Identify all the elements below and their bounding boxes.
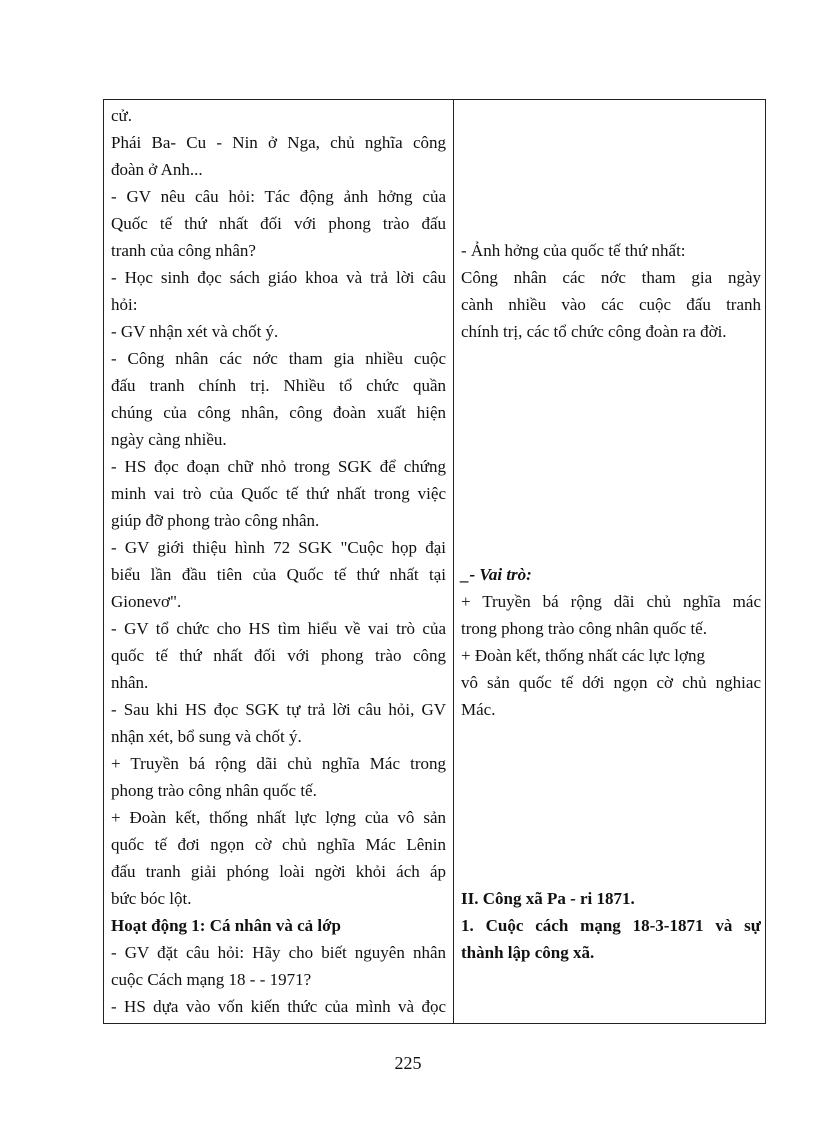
text-line: + Đoàn kết, thống nhất các lực lợng xyxy=(461,646,706,665)
text-line: bức bóc lột. xyxy=(111,889,192,908)
activity-heading: Hoạt động 1: Cá nhân và cả lớp xyxy=(111,916,341,935)
text-line: + Đoàn kết, thống nhất lực lợng của vô sản xyxy=(111,808,446,827)
text-line: - Công nhân các nớc tham gia nhiều cuộc xyxy=(111,349,446,368)
text-line: vô sản quốc tế dới ngọn cờ chủ nghiac xyxy=(461,673,761,692)
text-line: - HS dựa vào vốn kiến thức của mình và đọc xyxy=(111,997,446,1016)
text-line: + Truyền bá rộng dãi chủ nghĩa mác xyxy=(461,592,761,611)
text-line: - GV đặt câu hỏi: Hãy cho biết nguyên nhân xyxy=(111,943,446,962)
subsection-title: 1. Cuộc cách mạng 18-3-1871 và sự xyxy=(461,916,761,935)
text-line: minh vai trò của Quốc tế thứ nhất trong việc xyxy=(111,484,446,503)
text-line: hỏi: xyxy=(111,295,138,314)
text-line: Quốc tế thứ nhất đối với phong trào đấu xyxy=(111,214,446,233)
column-divider xyxy=(453,100,454,1023)
text-line: - GV nêu câu hỏi: Tác động ảnh hởng của xyxy=(111,187,446,206)
text-line: phong trào công nhân quốc tế. xyxy=(111,781,317,800)
section-block xyxy=(461,885,761,966)
text-line: nhân. xyxy=(111,673,149,692)
influence-heading: - Ảnh hởng của quốc tế thứ nhất: xyxy=(461,241,686,260)
text-line: tranh của công nhân? xyxy=(111,241,256,260)
text-line: Công nhân các nớc tham gia ngày xyxy=(461,268,761,287)
text-line: cành nhiều vào các cuộc đấu tranh xyxy=(461,295,761,314)
text-line: - GV tổ chức cho HS tìm hiểu về vai trò của xyxy=(111,619,446,638)
text-line: - GV nhận xét và chốt ý. xyxy=(111,322,279,341)
text-line: - HS đọc đoạn chữ nhỏ trong SGK để chứng xyxy=(111,457,446,476)
text-line: - Học sinh đọc sách giáo khoa và trả lời câu xyxy=(111,268,446,287)
text-line: quốc tế đơi ngọn cờ chủ nghĩa Mác Lênin xyxy=(111,835,446,854)
section-title: II. Công xã Pa - ri 1871. xyxy=(461,889,635,908)
subsection-title: thành lập công xã. xyxy=(461,943,595,962)
text-line: - GV giới thiệu hình 72 SGK "Cuộc họp đại xyxy=(111,538,446,557)
text-line: Phái Ba- Cu - Nin ở Nga, chủ nghĩa công xyxy=(111,133,446,152)
text-line: + Truyền bá rộng dãi chủ nghĩa Mác trong xyxy=(111,754,446,773)
text-line: nhận xét, bổ sung và chốt ý. xyxy=(111,727,302,746)
text-line: ngày càng nhiều. xyxy=(111,430,227,449)
text-line: Gionevơ". xyxy=(111,592,182,611)
text-line: đấu tranh chính trị. Nhiều tổ chức quần xyxy=(111,376,446,395)
teacher-student-activities-column xyxy=(111,102,446,1020)
text-line: - Sau khi HS đọc SGK tự trả lời câu hỏi, GV xyxy=(111,700,446,719)
text-line: chính trị, các tổ chức công đoàn ra đời. xyxy=(461,322,727,341)
text-line: đoàn ở Anh... xyxy=(111,160,203,179)
role-heading: _- Vai trò: xyxy=(461,565,532,584)
text-line: Mác. xyxy=(461,700,496,719)
page-number: 225 xyxy=(394,1053,422,1073)
text-line: trong phong trào công nhân quốc tế. xyxy=(461,619,707,638)
knowledge-column xyxy=(461,237,761,345)
text-line: giúp đỡ phong trào công nhân. xyxy=(111,511,320,530)
text-line: đấu tranh giải phóng loài ngời khỏi ách áp xyxy=(111,862,446,881)
text-line: chúng của công nhân, công đoàn xuất hiện xyxy=(111,403,446,422)
role-block xyxy=(461,561,761,723)
text-line: biểu lần đầu tiên của Quốc tế thứ nhất tại xyxy=(111,565,446,584)
text-line: cử. xyxy=(111,106,133,125)
content-table xyxy=(103,99,766,1024)
text-line: quốc tế thứ nhất đối với phong trào công xyxy=(111,646,446,665)
text-line: cuộc Cách mạng 18 - - 1971? xyxy=(111,970,312,989)
